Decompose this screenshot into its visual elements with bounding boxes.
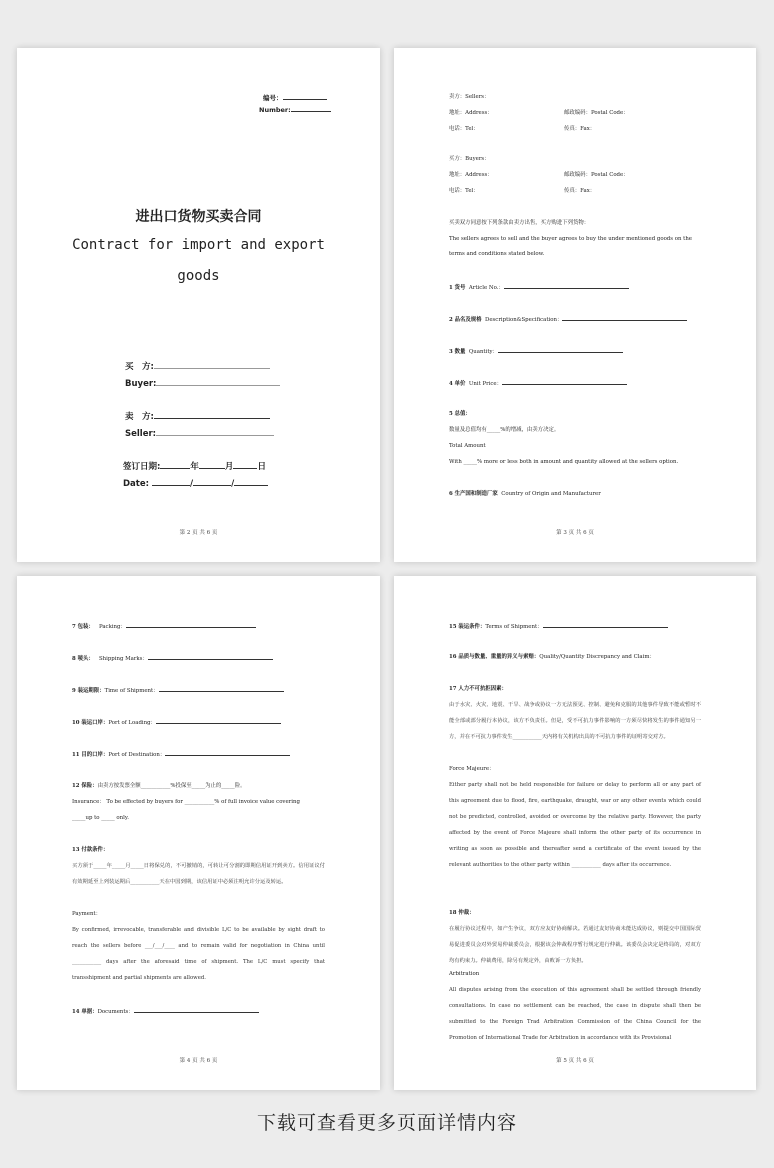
item-7-en: Packing： bbox=[98, 624, 126, 630]
contract-number-label: Number: bbox=[259, 106, 291, 114]
item-18-cn-text: 在履行协议过程中，如产生争议，双方应友好协商解决。若通过友好协商未能达成协议，则提交中国国际贸易促进委员会对外贸易仲裁委员会，根据该会仲裁程序暂行规定进行仲裁。该委员会决定是终局的，对双方均有约束力。仲裁费用，除另有规定外，由败诉一方负担。 bbox=[449, 926, 701, 964]
item-13-cn-text: 买方须于_____年_____月_____日将保兑的，不可撤销的，可转让可分割的即期信用证开到卖方。信用证议付有效期延至上列装运期后___________天在中国到期，该信用证中必须注明允许分运及转运。 bbox=[72, 863, 325, 885]
title-english-line1: Contract for import and export bbox=[72, 237, 325, 253]
title-chinese: 进出口货物买卖合同 bbox=[135, 209, 262, 225]
item-18-arbitration: Arbitration bbox=[449, 971, 480, 977]
seller-heading: 卖方：Sellers： bbox=[449, 94, 490, 100]
item-5-line1: 数量及总值均有_____%的增减，由卖方决定。 bbox=[449, 427, 560, 433]
page-footer: 第 2 页 共 6 页 bbox=[179, 530, 218, 536]
item-6-en: Country of Origin and Manufacturer bbox=[501, 491, 601, 497]
year-label: 年 bbox=[190, 462, 199, 472]
item-18-en-text: All disputes arising from the execution of this agreement shall be settled through friendly consultations. In case no settlement can be reached, the case in dispute shall then be submitted to the Foreign Trad Arbitration Commission of the China Council for the Promotion of International Trade for Arbitration in accordance with its Provisional bbox=[449, 987, 701, 1041]
agreement-cn: 买卖双方同意按下列条款由卖方出售，买方购进下列货物： bbox=[449, 220, 590, 226]
item-13-en-text: By confirmed, irrevocable, transferable and divisible L/C to be available by sight draft to reach the sellers before ___/___/____ and to remain valid for negotiation in China until ___________ days after the aforesaid time of shipment. The L/C must specify that transshipment and partial shipments are allowed. bbox=[72, 927, 325, 981]
item-9 bbox=[72, 685, 284, 695]
item-1-cn: 1 货号 bbox=[449, 285, 466, 291]
item-12-cn: 12 保险： bbox=[72, 783, 98, 789]
buyer-fax: 传真：Fax： bbox=[564, 188, 596, 194]
seller-en-label: Seller: bbox=[125, 429, 157, 439]
item-6 bbox=[449, 490, 601, 498]
seller-fax: 传真：Fax： bbox=[564, 126, 596, 132]
item-11-en: Port of Destination： bbox=[108, 752, 166, 758]
contract-page-3 bbox=[394, 48, 756, 562]
buyer-postal: 邮政编码：Postal Code： bbox=[564, 172, 629, 178]
buyer-cn-label: 买 方: bbox=[125, 362, 154, 372]
item-13-heading: 13 付款条件： bbox=[72, 847, 109, 853]
agreement-en-line2: terms and conditions stated below. bbox=[449, 251, 545, 257]
item-17-heading: 17 人力不可抗拒因素： bbox=[449, 686, 507, 692]
buyer-cn-field bbox=[125, 360, 270, 372]
seller-cn-label: 卖 方: bbox=[125, 412, 154, 422]
contract-no-label: 编号： bbox=[263, 94, 283, 102]
item-12-en-line2: _____up to _____ only. bbox=[72, 815, 129, 821]
item-8-en: Shipping Marks： bbox=[98, 656, 148, 662]
agreement-en-line1: The sellers agrees to sell and the buyer agrees to buy the under mentioned goods on the bbox=[449, 236, 692, 242]
seller-cn-field bbox=[125, 410, 270, 422]
date-en-field: Date: / / bbox=[123, 477, 268, 489]
item-4-cn: 4 单价 bbox=[449, 381, 466, 387]
item-14-en: Documents： bbox=[97, 1009, 134, 1015]
item-5-line2: Total Amount bbox=[449, 443, 486, 449]
buyer-address: 地址：Address： bbox=[449, 172, 493, 178]
item-11-cn: 11 目的口岸： bbox=[72, 752, 109, 758]
seller-en-field bbox=[125, 427, 274, 439]
sign-date-cn-field bbox=[123, 460, 266, 472]
item-16 bbox=[449, 653, 655, 661]
item-12-cn-text: 由卖方按发票全额___________%投保至_____为止的_____险。 bbox=[97, 783, 246, 789]
contract-no-field bbox=[263, 93, 327, 102]
contract-page-4 bbox=[17, 576, 380, 1090]
item-7 bbox=[72, 621, 256, 631]
item-17-cn-text: 由于水灾、火灾、地震、干旱、战争或协议一方无法预见、控制、避免和克服的其他事件导致不能或暂时不能全部或部分履行本协议，该方不负责任。但是，受不可抗力事件影响的一方须尽快将发生的事件通知另一方，并在不可抗力事件发生___________天内将有关机构出具的不可抗力事件的证明寄交对方。 bbox=[449, 702, 701, 740]
item-10-en: Port of Loading： bbox=[108, 720, 156, 726]
item-16-en: Quality/Quantity Discrepancy and Claim： bbox=[539, 654, 655, 660]
item-9-cn: 9 装运期限： bbox=[72, 688, 105, 694]
seller-postal: 邮政编码：Postal Code： bbox=[564, 110, 629, 116]
item-10-cn: 10 装运口岸： bbox=[72, 720, 109, 726]
sign-date-cn-label: 签订日期: bbox=[123, 462, 161, 472]
item-8-cn: 8 唛头： bbox=[72, 656, 94, 662]
item-3-cn: 3 数量 bbox=[449, 349, 466, 355]
item-10 bbox=[72, 717, 281, 727]
page-footer: 第 5 页 共 6 页 bbox=[556, 1058, 594, 1064]
item-9-en: Time of Shipment： bbox=[104, 688, 159, 694]
item-3 bbox=[449, 346, 623, 356]
seller-tel: 电话：Tel： bbox=[449, 126, 479, 132]
item-18-heading: 18 仲裁： bbox=[449, 910, 475, 916]
item-12-en-line1: Insurance： To be effected by buyers for ___________% of full invoice value covering bbox=[72, 799, 300, 805]
contract-page-2 bbox=[17, 48, 380, 562]
item-15-en: Terms of Shipment： bbox=[485, 624, 543, 630]
contract-number-field bbox=[259, 105, 331, 114]
item-1-en: Article No.： bbox=[468, 285, 504, 291]
download-caption: 下载可查看更多页面详情内容 bbox=[256, 1112, 517, 1134]
item-5-line3: With _____% more or less both in amount and quantity allowed at the sellers option. bbox=[449, 459, 679, 465]
date-en-label: Date: bbox=[123, 479, 150, 489]
item-2-en: Description&Specification： bbox=[485, 317, 563, 323]
item-13-payment: Payment： bbox=[72, 911, 101, 917]
item-11 bbox=[72, 749, 290, 759]
month-label: 月 bbox=[224, 462, 234, 472]
item-15-cn: 15 装运条件： bbox=[449, 624, 486, 630]
page-footer: 第 4 页 共 6 页 bbox=[179, 1058, 218, 1064]
item-17-force-majeure: Force Majeure： bbox=[449, 766, 495, 772]
item-5-heading: 5 总值： bbox=[449, 411, 471, 417]
buyer-heading: 买方：Buyers： bbox=[449, 156, 490, 162]
item-2 bbox=[449, 314, 687, 324]
buyer-en-label: Buyer: bbox=[125, 379, 157, 389]
item-4 bbox=[449, 378, 627, 388]
item-7-cn: 7 包装： bbox=[72, 624, 94, 630]
seller-address: 地址：Address： bbox=[449, 110, 493, 116]
buyer-tel: 电话：Tel： bbox=[449, 188, 479, 194]
item-12-line1 bbox=[72, 782, 246, 790]
item-17-en-text: Either party shall not be held responsible for failure or delay to perform all or any part of this agreement due to flood, fire, earthquake, draught, war or any other events which could not be predicted, controlled, avoided or overcome by the relative party. However, the party affected by the event of Force Majeure shall inform the other party of its occurrence in writing as soon as possible and thereafter send a certificate of the event issued by the relevant authorities to the other party within ___________ days after its occurrence. bbox=[449, 782, 701, 868]
item-6-cn: 6 生产国和制造厂家 bbox=[449, 491, 498, 497]
item-1 bbox=[449, 282, 629, 292]
item-14-cn: 14 单据： bbox=[72, 1009, 98, 1015]
item-2-cn: 2 品名及规格 bbox=[449, 317, 482, 323]
title-english-line2: goods bbox=[177, 268, 220, 284]
item-3-en: Quantity： bbox=[468, 349, 498, 355]
item-14 bbox=[72, 1006, 259, 1016]
item-8 bbox=[72, 653, 273, 663]
contract-page-5 bbox=[394, 576, 756, 1090]
buyer-en-field bbox=[125, 377, 280, 389]
item-15 bbox=[449, 621, 668, 631]
day-label: 日 bbox=[257, 462, 266, 472]
page-footer: 第 3 页 共 6 页 bbox=[556, 530, 594, 536]
item-4-en: Unit Price： bbox=[468, 381, 503, 387]
item-16-cn: 16 品质与数量、重量的异义与索赔： bbox=[449, 654, 540, 660]
